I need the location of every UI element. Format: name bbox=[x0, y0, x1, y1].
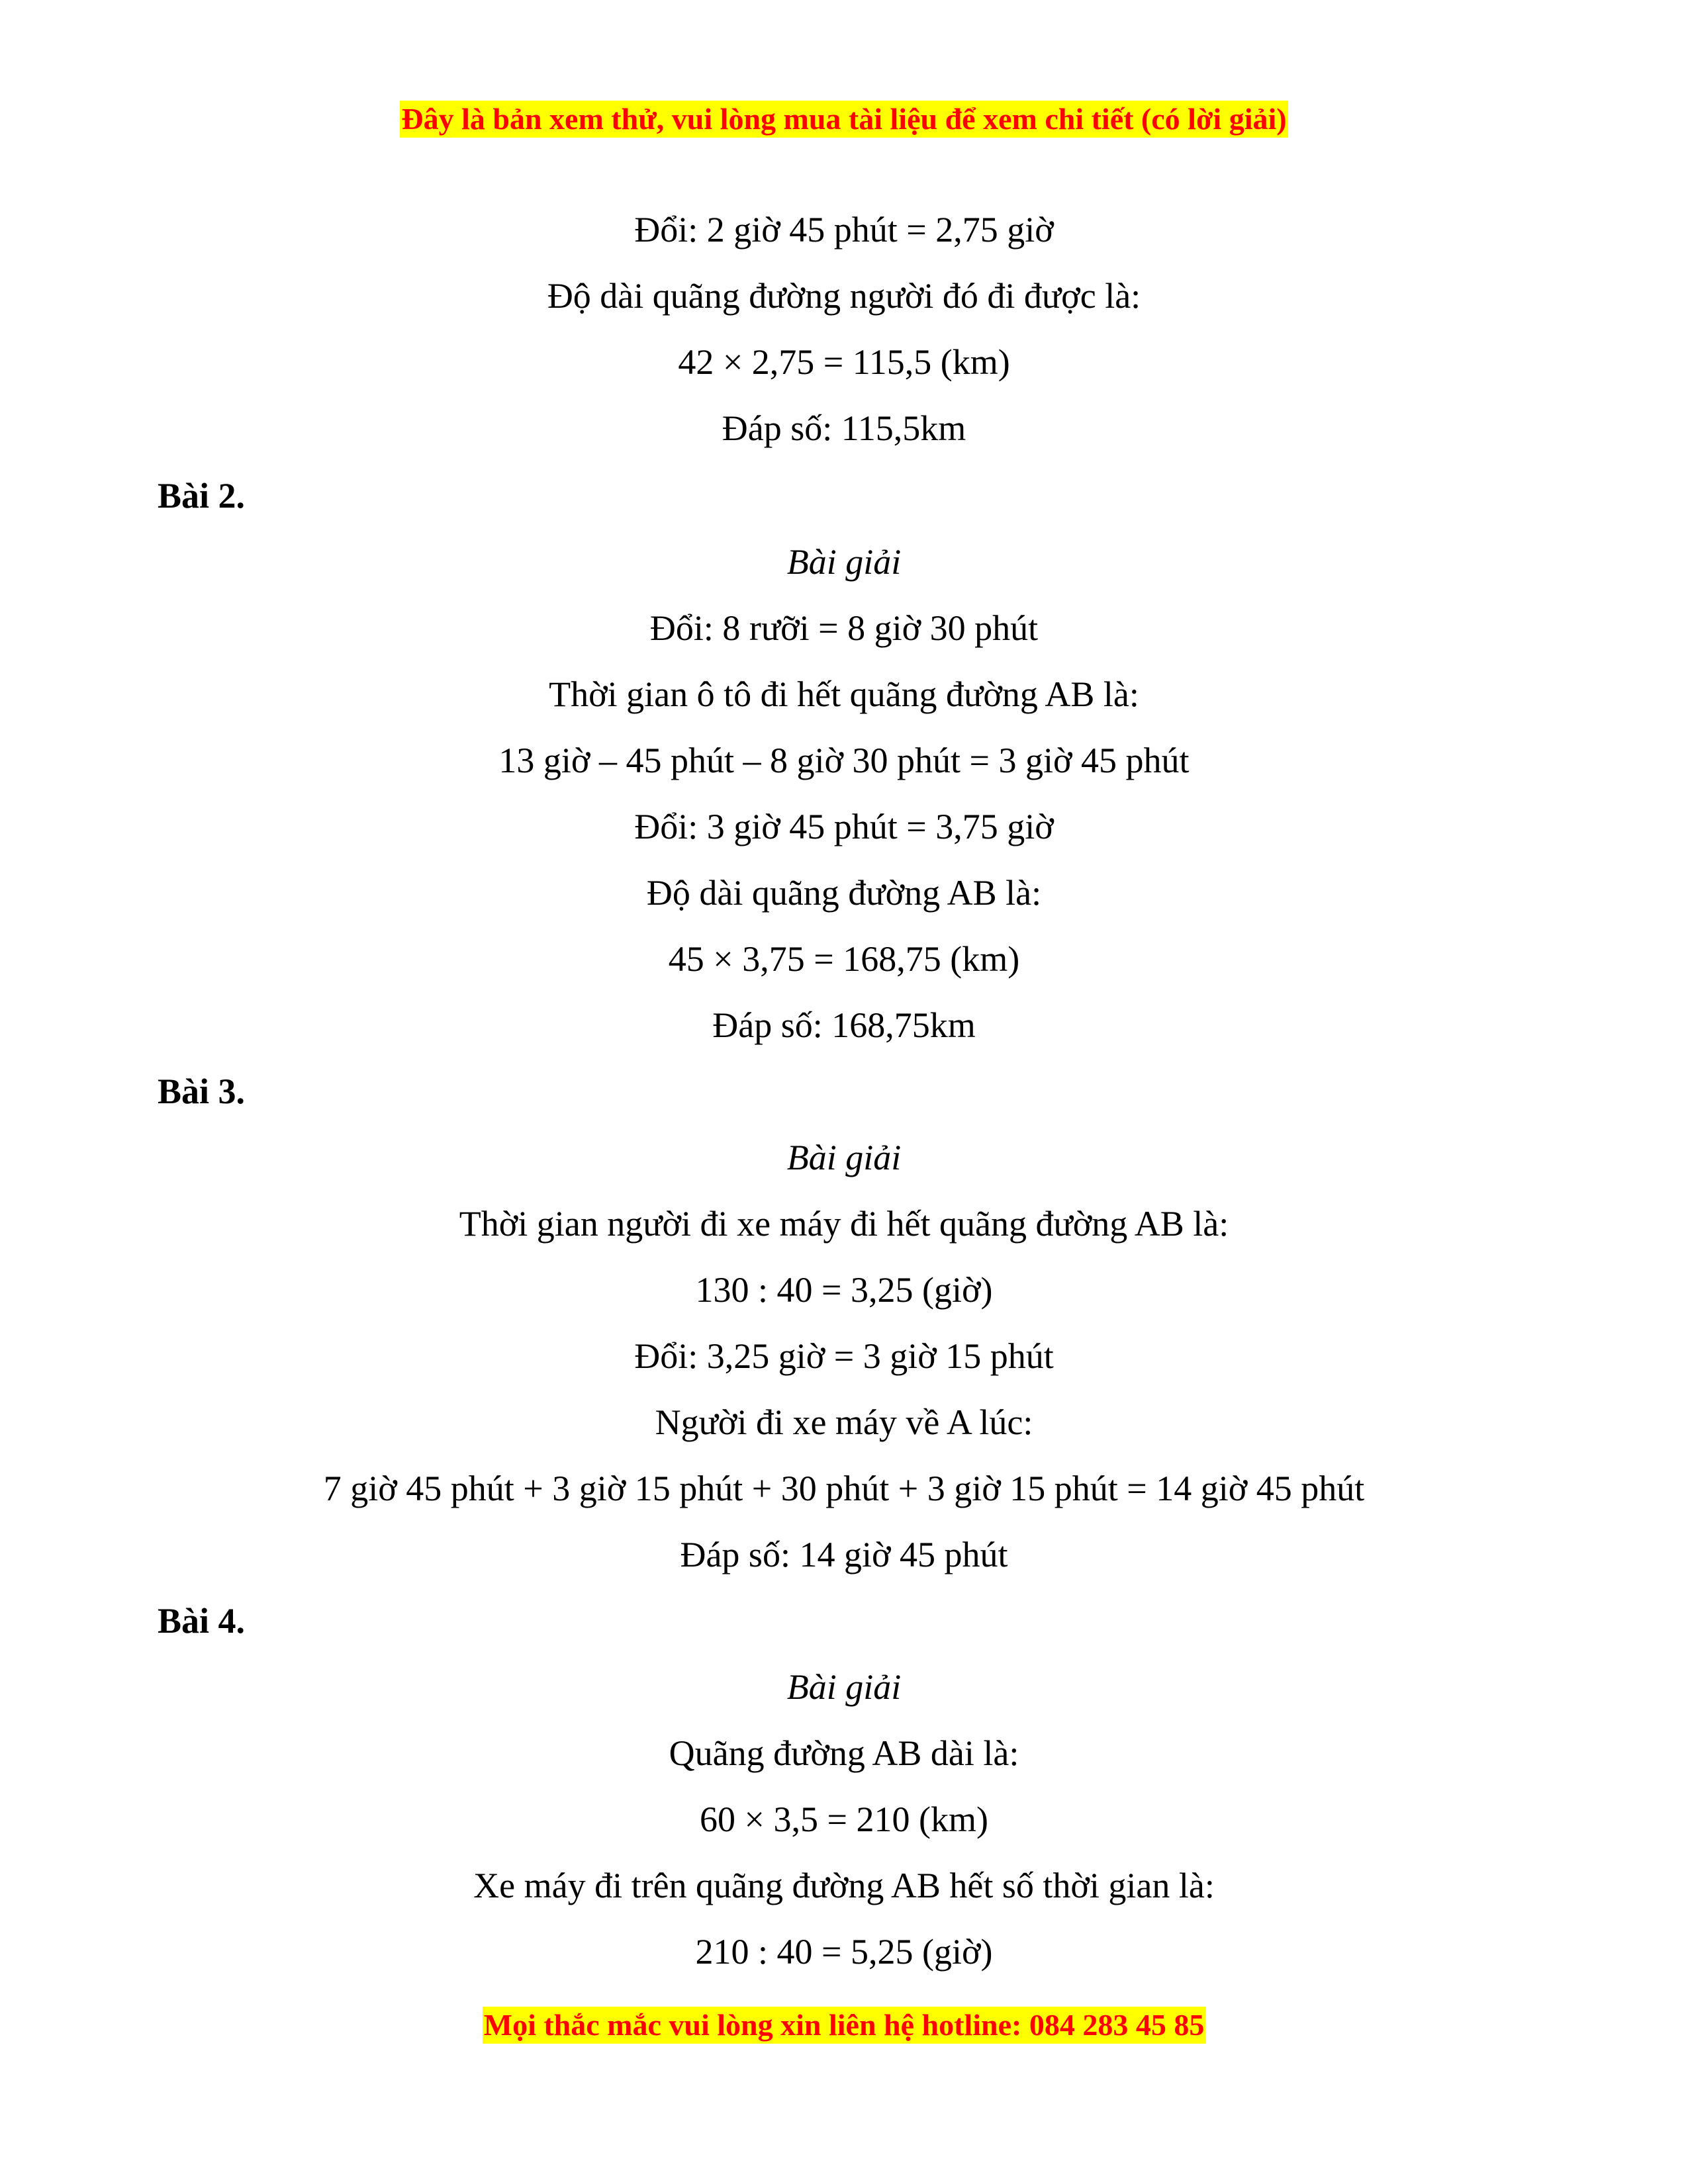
bai1-line-3: 42 × 2,75 = 115,5 (km) bbox=[678, 342, 1010, 382]
bai1-answer: Đáp số: 115,5km bbox=[722, 408, 966, 448]
bottom-notice-banner bbox=[0, 2007, 1688, 2044]
bai2-solution-title: Bài giải bbox=[786, 542, 902, 582]
bai2-line-4: Đổi: 3 giờ 45 phút = 3,75 giờ bbox=[634, 807, 1054, 846]
bai3-line-2: 130 : 40 = 3,25 (giờ) bbox=[695, 1270, 993, 1310]
bai2-line-1: Đổi: 8 rưỡi = 8 giờ 30 phút bbox=[649, 608, 1039, 648]
bai1-line-1: Đổi: 2 giờ 45 phút = 2,75 giờ bbox=[634, 210, 1054, 250]
bai4-line-2: 60 × 3,5 = 210 (km) bbox=[700, 1799, 988, 1839]
bai3-solution-title: Bài giải bbox=[786, 1138, 902, 1177]
top-notice-text: Đây là bản xem thử, vui lòng mua tài liệu để xem chi tiết (có lời giải) bbox=[400, 101, 1288, 138]
hotline-notice-text: Mọi thắc mắc vui lòng xin liên hệ hotline: 084 283 45 85 bbox=[483, 2007, 1206, 2044]
bai3-line-4: Người đi xe máy về A lúc: bbox=[655, 1402, 1033, 1442]
bai4-solution-title: Bài giải bbox=[786, 1667, 902, 1707]
bai2-line-2: Thời gian ô tô đi hết quãng đường AB là: bbox=[549, 674, 1139, 714]
bai3-answer: Đáp số: 14 giờ 45 phút bbox=[680, 1535, 1008, 1574]
bai4-line-1: Quãng đường AB dài là: bbox=[669, 1733, 1019, 1773]
bai2-answer: Đáp số: 168,75km bbox=[712, 1005, 976, 1045]
bai4-heading: Bài 4. bbox=[158, 1601, 246, 1641]
bai4-line-4: 210 : 40 = 5,25 (giờ) bbox=[695, 1932, 993, 1972]
bai3-line-1: Thời gian người đi xe máy đi hết quãng đường AB là: bbox=[459, 1204, 1229, 1244]
bai2-line-5: Độ dài quãng đường AB là: bbox=[646, 873, 1042, 913]
top-notice-banner bbox=[0, 101, 1688, 138]
bai3-line-5: 7 giờ 45 phút + 3 giờ 15 phút + 30 phút + 3 giờ 15 phút = 14 giờ 45 phút bbox=[323, 1469, 1365, 1508]
bai3-heading: Bài 3. bbox=[158, 1071, 246, 1111]
bai2-heading: Bài 2. bbox=[158, 476, 246, 516]
bai1-line-2: Độ dài quãng đường người đó đi được là: bbox=[547, 276, 1141, 316]
bai2-line-6: 45 × 3,75 = 168,75 (km) bbox=[668, 939, 1020, 979]
bai2-line-3: 13 giờ – 45 phút – 8 giờ 30 phút = 3 giờ 45 phút bbox=[498, 741, 1190, 780]
bai4-line-3: Xe máy đi trên quãng đường AB hết số thời gian là: bbox=[473, 1866, 1215, 1905]
bai3-line-3: Đổi: 3,25 giờ = 3 giờ 15 phút bbox=[634, 1336, 1054, 1376]
